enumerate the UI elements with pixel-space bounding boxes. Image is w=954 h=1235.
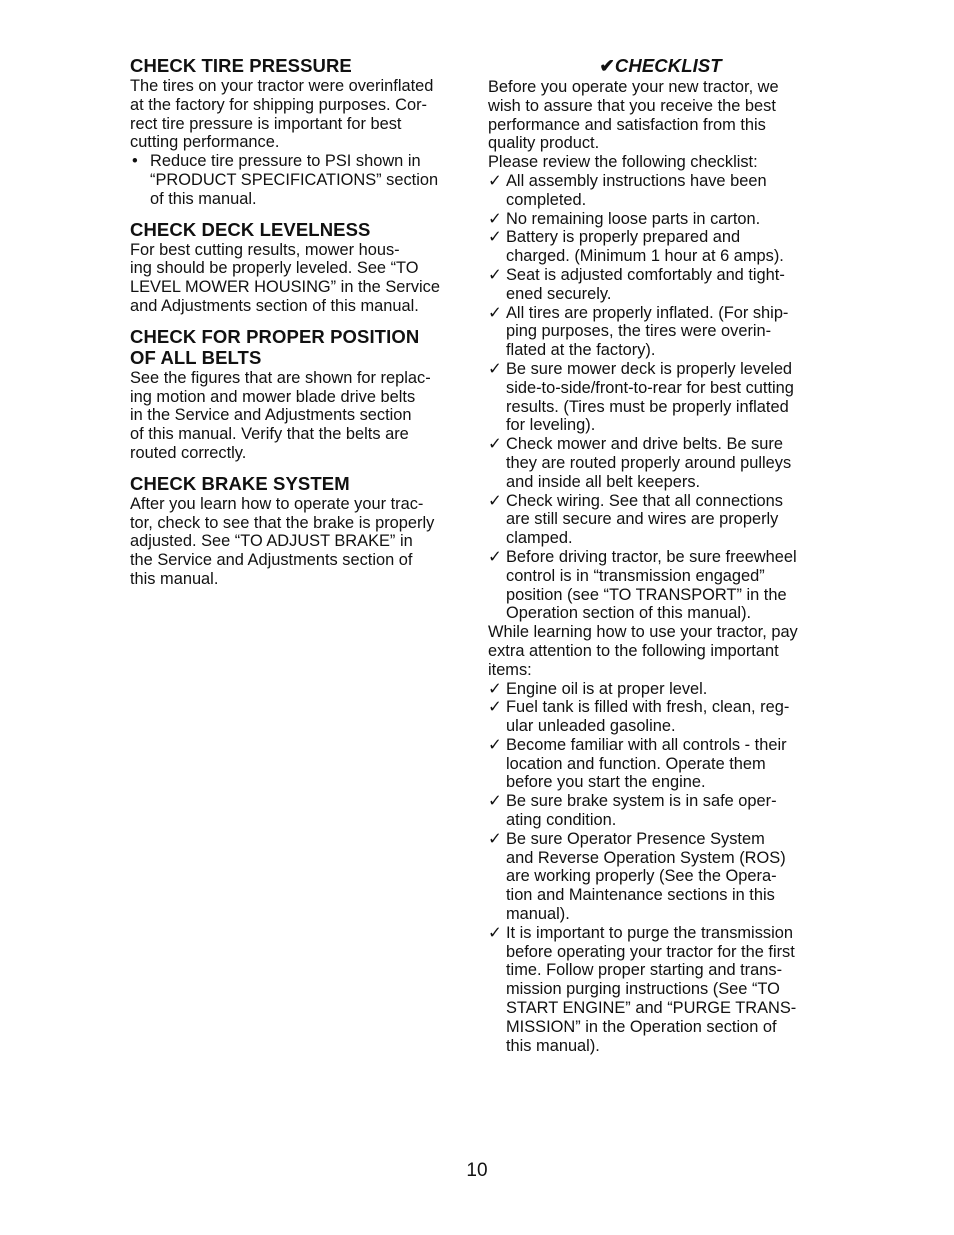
checklist-item <box>488 924 833 1056</box>
checklist-item <box>488 360 833 435</box>
page-number: 10 <box>466 1160 488 1181</box>
checklist-middle: While learning how to use your tractor, pay extra attention to the following important items: <box>488 623 798 679</box>
heading-tire-pressure: CHECK TIRE PRESSURE <box>130 55 352 76</box>
check-icon: ✓ <box>488 228 502 247</box>
check-icon: ✓ <box>488 679 502 698</box>
check-icon: ✓ <box>488 265 502 284</box>
body-belts: See the figures that are shown for replac- ing motion and mower blade drive belts in the Service and Adjustments section of this manual. Verify that the belts are routed correctly. <box>130 368 431 462</box>
heading-belts: CHECK FOR PROPER POSITION OF ALL BELTS <box>130 325 420 368</box>
check-icon: ✓ <box>488 303 502 322</box>
checklist-item <box>488 548 833 623</box>
checklist-item <box>488 266 833 304</box>
checklist-item-text: Before driving tractor, be sure freewheel control is in “transmission engaged” position (see “TO TRANSPORT” in the Operation section of this manual). <box>506 547 797 623</box>
checklist-group-2 <box>488 680 833 1056</box>
body-tire-pressure: The tires on your tractor were overinflated at the factory for shipping purposes. Cor- rect tire pressure is important for best cutting performance. <box>130 77 434 152</box>
checklist-item-text: Engine oil is at proper level. <box>506 679 708 698</box>
checklist-item-text: Seat is adjusted comfortably and tight- ened securely. <box>506 265 785 303</box>
checklist-item-text: It is important to purge the transmission before operating your tractor for the first time. Follow proper starting and trans- mission purging instructions (See “TO START ENGINE” and “PURGE TRANS- MISSION” in the Operation section of this manual). <box>506 923 797 1055</box>
check-icon: ✓ <box>488 735 502 754</box>
checklist-item <box>488 792 833 830</box>
checklist-item-text: Fuel tank is filled with fresh, clean, reg- ular unleaded gasoline. <box>506 698 790 736</box>
bullet-text: Reduce tire pressure to PSI shown in “PRODUCT SPECIFICATIONS” section of this manual. <box>150 152 439 208</box>
checklist-item <box>488 210 833 229</box>
body-deck-levelness: For best cutting results, mower hous- ing should be properly leveled. See “TO LEVEL MOWER HOUSING” in the Service and Adjustments section of this manual. <box>130 240 440 315</box>
checklist-item <box>488 435 833 491</box>
checklist-item-text: Be sure Operator Presence System and Reverse Operation System (ROS) are working properly (See the Opera- tion and Maintenance sections in this manual). <box>506 829 786 924</box>
check-icon: ✓ <box>488 359 502 378</box>
checklist-item-text: Battery is properly prepared and charged. (Minimum 1 hour at 6 amps). <box>506 228 784 266</box>
checklist-item <box>488 304 833 360</box>
check-icon: ✓ <box>488 491 502 510</box>
checklist-item-text: Be sure mower deck is properly leveled side-to-side/front-to-rear for best cutting results. (Tires must be properly inflated for leveling). <box>506 359 794 435</box>
section-deck-levelness <box>130 219 470 316</box>
check-icon: ✓ <box>488 209 502 228</box>
checklist-item <box>488 228 833 266</box>
checklist-item-text: All tires are properly inflated. (For ship- ping purposes, the tires were overin- flated at the factory). <box>506 303 789 360</box>
checklist-group-1 <box>488 172 833 623</box>
check-icon: ✓ <box>488 923 502 942</box>
bullet-icon: • <box>132 152 138 171</box>
section-brake-system <box>130 473 470 589</box>
checklist-intro: Before you operate your new tractor, we wish to assure that you receive the best performance and satisfaction from this quality product. Please review the following checklist: <box>488 78 779 172</box>
checklist-item <box>488 736 833 792</box>
body-brake-system: After you learn how to operate your trac- tor, check to see that the brake is properly adjusted. See “TO ADJUST BRAKE” in the Service and Adjustments section of this manual. <box>130 494 435 588</box>
checklist-item-text: Check wiring. See that all connections are still secure and wires are properly clamped. <box>506 491 783 548</box>
checklist-item <box>488 680 833 699</box>
checklist-item-text: All assembly instructions have been completed. <box>506 171 767 209</box>
heading-deck-levelness: CHECK DECK LEVELNESS <box>130 218 371 240</box>
bullet-item <box>130 152 470 208</box>
checklist-item <box>488 172 833 210</box>
check-icon: ✓ <box>488 698 502 717</box>
checklist-item-text: Become familiar with all controls - their location and function. Operate them before you start the engine. <box>506 735 787 792</box>
check-icon: ✓ <box>488 829 502 848</box>
section-tire-pressure <box>130 55 470 209</box>
checklist-item <box>488 492 833 548</box>
check-icon: ✓ <box>488 171 502 190</box>
checklist-heading <box>488 55 833 76</box>
heading-brake-system: CHECK BRAKE SYSTEM <box>130 472 350 494</box>
check-icon: ✔ <box>599 55 615 76</box>
check-icon: ✓ <box>488 792 502 811</box>
right-column <box>488 55 833 1055</box>
checklist-item-text: Check mower and drive belts. Be sure they are routed properly around pulleys and inside all belt keepers. <box>506 435 792 491</box>
section-belts <box>130 326 470 463</box>
checklist-item-text: Be sure brake system is in safe oper- ating condition. <box>506 792 777 830</box>
checklist-item-text: No remaining loose parts in carton. <box>506 209 761 228</box>
checklist-title: CHECKLIST <box>614 55 722 76</box>
check-icon: ✓ <box>488 435 502 454</box>
checklist-item <box>488 698 833 736</box>
checklist-item <box>488 830 833 924</box>
check-icon: ✓ <box>488 547 502 566</box>
left-column <box>130 55 470 589</box>
